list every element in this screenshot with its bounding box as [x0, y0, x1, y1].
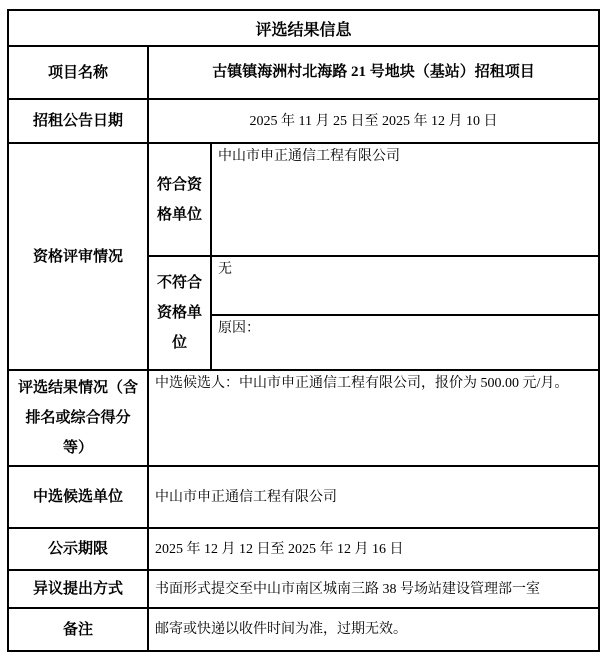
remark-value: 邮寄或快递以收件时间为准，过期无效。 — [148, 608, 599, 651]
qualification-qualified-row — [8, 143, 599, 256]
selection-result-row — [8, 370, 599, 466]
selection-result-value: 中选候选人：中山市申正通信工程有限公司，报价为 500.00 元/月。 — [148, 370, 599, 466]
project-name-label: 项目名称 — [8, 46, 148, 99]
selection-result-label: 评选结果情况（含排名或综合得分等） — [8, 370, 148, 466]
unqualified-units-value: 无 — [211, 256, 599, 315]
publicity-period-label: 公示期限 — [8, 528, 148, 570]
publicity-period-value: 2025 年 12 月 12 日至 2025 年 12 月 16 日 — [148, 528, 599, 570]
remark-label: 备注 — [8, 608, 148, 651]
remark-row — [8, 608, 599, 651]
title-row — [8, 10, 599, 46]
unqualified-reason-label: 原因： — [211, 315, 599, 370]
table-title: 评选结果信息 — [8, 10, 599, 46]
qualified-units-label: 符合资格单位 — [148, 143, 211, 256]
project-name-row — [8, 46, 599, 99]
objection-method-label: 异议提出方式 — [8, 570, 148, 608]
winner-unit-row — [8, 466, 599, 528]
objection-method-value: 书面形式提交至中山市南区城南三路 38 号场站建设管理部一室 — [148, 570, 599, 608]
qualified-units-value: 中山市申正通信工程有限公司 — [211, 143, 599, 256]
winner-unit-label: 中选候选单位 — [8, 466, 148, 528]
objection-method-row — [8, 570, 599, 608]
unqualified-units-label: 不符合资格单位 — [148, 256, 211, 370]
publicity-period-row — [8, 528, 599, 570]
result-info-table — [7, 9, 600, 652]
announcement-date-label: 招租公告日期 — [8, 99, 148, 143]
announcement-date-row — [8, 99, 599, 143]
qualification-review-label: 资格评审情况 — [8, 143, 148, 370]
winner-unit-value: 中山市申正通信工程有限公司 — [148, 466, 599, 528]
project-name-value: 古镇镇海洲村北海路 21 号地块（基站）招租项目 — [148, 46, 599, 99]
announcement-date-value: 2025 年 11 月 25 日至 2025 年 12 月 10 日 — [148, 99, 599, 143]
